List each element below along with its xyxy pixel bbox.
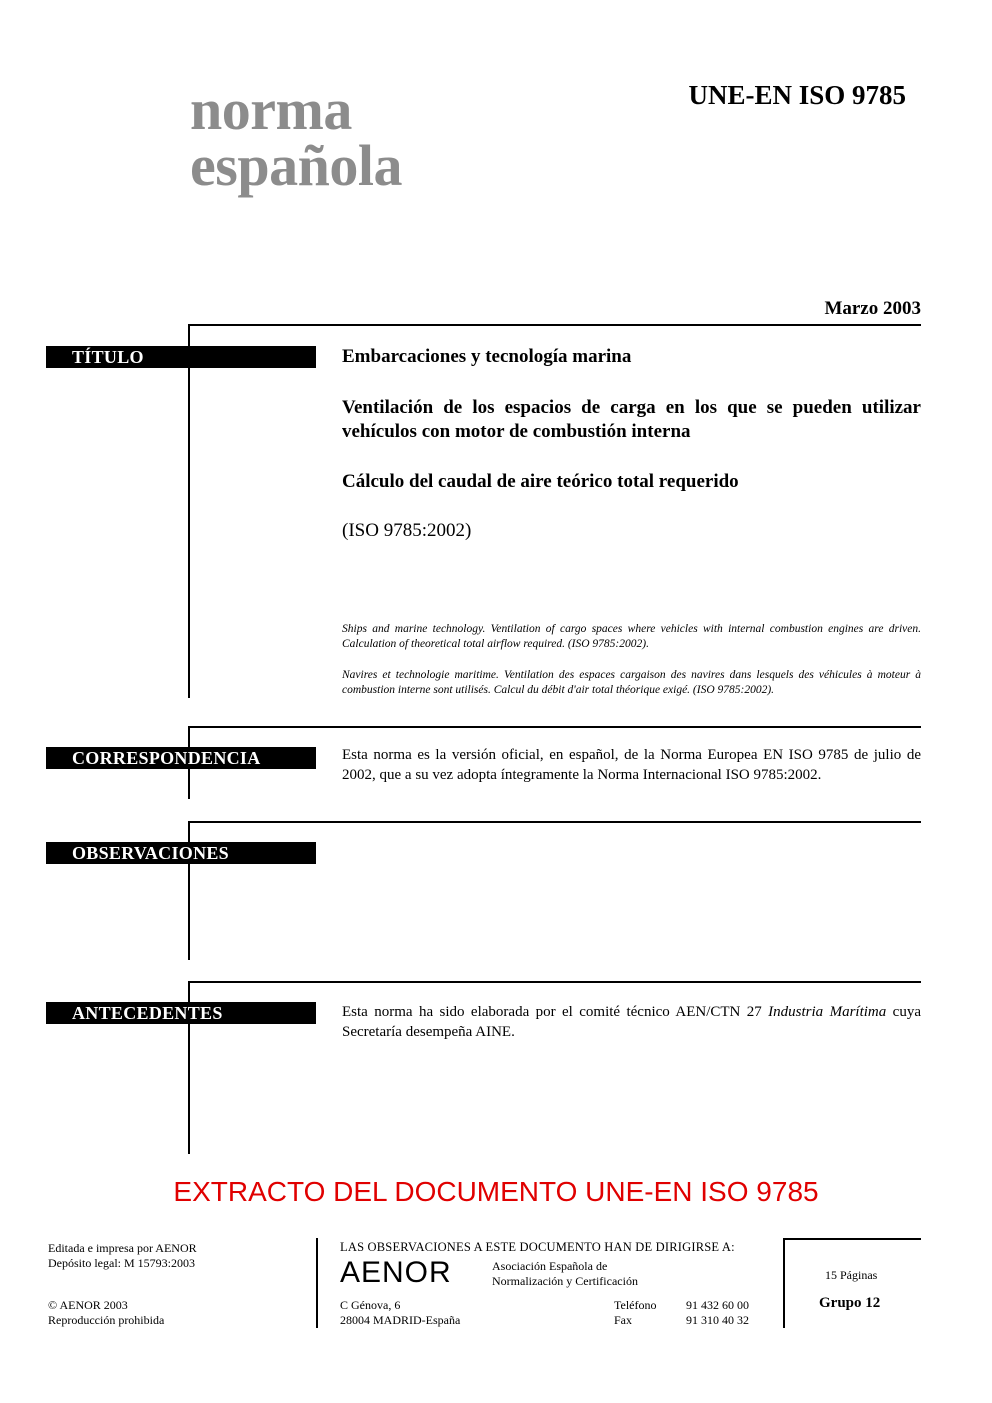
edited-by: Editada e impresa por AENOR: [48, 1241, 197, 1255]
organization-line-2: Normalización y Certificación: [492, 1274, 638, 1288]
aenor-logo: AENOR: [340, 1256, 452, 1289]
french-title: Navires et technologie maritime. Ventilation des espaces cargaison des navires dans lesquels des véhicules à moteur à combustion interne sont utilisés. Calcul du débit d'air total théorique exigé. (ISO 9785:2002).: [342, 669, 921, 696]
organization-name: [492, 1259, 638, 1289]
antecedentes-text-end: cuya Secretaría desempeña AINE.: [342, 1004, 921, 1040]
antecedentes-text-start: Esta norma ha sido elaborada por el comité técnico AEN/CTN 27: [342, 1004, 769, 1020]
footer-divider-right: [783, 1238, 785, 1328]
publication-date: Marzo 2003: [824, 298, 921, 319]
address-line-1: C Génova, 6: [340, 1298, 401, 1312]
label-titulo: TÍTULO: [46, 346, 316, 368]
section-divider-correspondencia: [188, 726, 921, 728]
committee-name: Industria Marítima: [768, 1004, 887, 1020]
section-vertical-rule-titulo: [188, 324, 190, 698]
address-line-2: 28004 MADRID-España: [340, 1313, 461, 1327]
section-divider-titulo: [188, 324, 921, 326]
footer-box-top: [783, 1238, 921, 1240]
standard-code: UNE-EN ISO 9785: [688, 80, 906, 110]
phone-label: Teléfono: [614, 1298, 657, 1312]
label-observaciones: OBSERVACIONES: [46, 842, 316, 864]
label-antecedentes: ANTECEDENTES: [46, 1002, 316, 1024]
page-count: 15 Páginas: [825, 1268, 878, 1282]
title-iso-reference: (ISO 9785:2002): [342, 520, 472, 541]
brand-title: [190, 77, 402, 198]
antecedentes-text: [342, 1002, 921, 1042]
price-group: Grupo 12: [819, 1295, 881, 1311]
address: [340, 1298, 460, 1328]
footer-copyright: [48, 1298, 164, 1328]
title-line-3: Cálculo del caudal de aire teórico total requerido: [342, 471, 739, 492]
extract-notice: EXTRACTO DEL DOCUMENTO UNE-EN ISO 9785: [173, 1176, 819, 1207]
fax-label: Fax: [614, 1313, 632, 1327]
label-correspondencia: CORRESPONDENCIA: [46, 747, 316, 769]
copyright: © AENOR 2003: [48, 1298, 128, 1312]
contact-labels: [614, 1298, 656, 1328]
organization-line-1: Asociación Española de: [492, 1259, 608, 1273]
fax-number: 91 310 40 32: [686, 1313, 749, 1327]
section-divider-antecedentes: [188, 981, 921, 983]
title-line-2: Ventilación de los espacios de carga en los que se pueden utilizar vehículos con motor de combustión interna: [342, 397, 921, 442]
brand-line-2: española: [190, 133, 402, 198]
correspondencia-text: Esta norma es la versión oficial, en español, de la Norma Europea EN ISO 9785 de julio de 2002, que a su vez adopta íntegramente la Norma Internacional ISO 9785:2002.: [342, 747, 921, 783]
legal-deposit: Depósito legal: M 15793:2003: [48, 1256, 195, 1270]
observations-header: LAS OBSERVACIONES A ESTE DOCUMENTO HAN DE DIRIGIRSE A:: [340, 1240, 735, 1254]
brand-line-1: norma: [190, 77, 352, 142]
footer-publisher: [48, 1241, 197, 1271]
footer-divider-left: [316, 1238, 318, 1328]
english-title: Ships and marine technology. Ventilation of cargo spaces where vehicles with internal combustion engines are driven. Calculation of theoretical total airflow required. (ISO 9785:2002).: [342, 623, 921, 650]
reproduction-notice: Reproducción prohibida: [48, 1313, 165, 1327]
title-line-1: Embarcaciones y tecnología marina: [342, 346, 632, 367]
section-divider-observaciones: [188, 821, 921, 823]
phone-number: 91 432 60 00: [686, 1298, 749, 1312]
contact-values: [686, 1298, 749, 1328]
